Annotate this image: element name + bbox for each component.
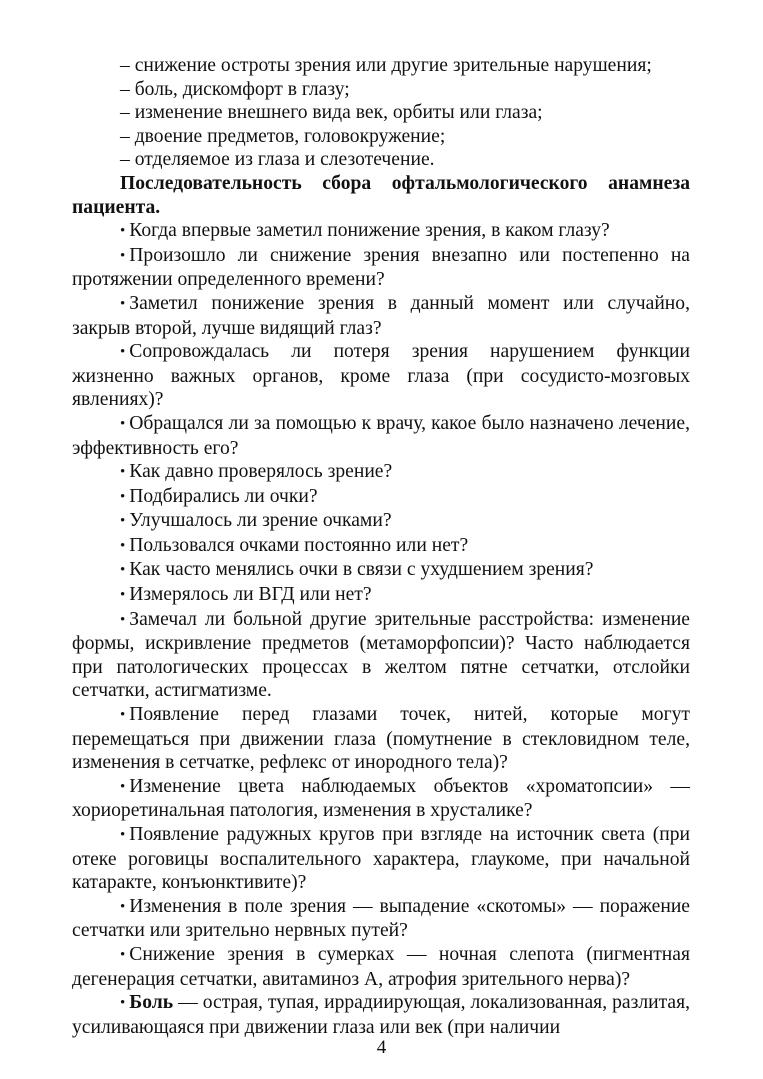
- question-text: Как часто менялись очки в связи с ухудшением зрения?: [129, 559, 594, 581]
- page-number: 4: [376, 1037, 387, 1058]
- bullet-icon: •: [120, 562, 126, 579]
- bullet-icon: •: [120, 464, 126, 481]
- question-item: [72, 608, 690, 703]
- question-text: Улучшалось ли зрение очками?: [129, 510, 392, 532]
- question-item: [72, 460, 690, 485]
- question-text: Изменения в поле зрения — выпадение «скотомы» — поражение сетчатки или зрительно нервных путей?: [72, 895, 690, 942]
- bullet-icon: •: [120, 898, 126, 915]
- dash-item: – снижение остроты зрения или другие зрительные нарушения;: [120, 55, 652, 76]
- question-text: Подбирались ли очки?: [129, 485, 318, 507]
- question-item: [72, 775, 690, 823]
- question-item: [72, 823, 690, 895]
- bullet-icon: •: [120, 611, 126, 628]
- question-item: [72, 292, 690, 340]
- bullet-icon: •: [120, 587, 126, 604]
- pain-term: Боль: [129, 992, 174, 1014]
- body-text: [72, 54, 690, 1039]
- question-item: [72, 895, 690, 943]
- question-item: [72, 558, 690, 583]
- question-text: Как давно проверялось зрение?: [129, 461, 393, 483]
- question-item: [72, 583, 690, 608]
- pain-text: — острая, тупая, иррадиирующая, локализованная, разлитая, усиливающаяся при движении глаза или век (при наличии: [72, 992, 690, 1038]
- bullet-icon: •: [120, 415, 126, 432]
- dash-item: – двоение предметов, головокружение;: [120, 125, 446, 147]
- bullet-icon: •: [120, 344, 126, 361]
- bullet-icon: •: [120, 946, 126, 963]
- question-text: Произошло ли снижение зрения внезапно или постепенно на протяжении определенного времени?: [72, 244, 690, 291]
- pain-item: [72, 991, 690, 1039]
- bullet-icon: •: [120, 247, 126, 264]
- question-item: [72, 412, 690, 460]
- question-text: Измерялось ли ВГД или нет?: [129, 584, 372, 606]
- bullet-icon: •: [120, 295, 126, 312]
- question-text: Изменение цвета наблюдаемых объектов «хроматопсии» — хориоретинальная патология, изменения в хрусталике?: [72, 775, 690, 822]
- dash-item: – изменение внешнего вида век, орбиты или глаза;: [120, 102, 543, 124]
- section-heading: Последовательность сбора офтальмологического анамнеза пациента.: [72, 172, 690, 218]
- question-item: [72, 340, 690, 412]
- bullet-icon: •: [120, 488, 126, 505]
- question-text: Когда впервые заметил понижение зрения, в каком глазу?: [129, 220, 610, 242]
- bullet-icon: •: [120, 827, 126, 843]
- question-text: Замечал ли больной другие зрительные расстройства: изменение формы, искривление предметов (метаморфопсии)? Часто наблюдается при патологических процессах в желтом пятне сетчатки, отслойки сетчатки, астигматизме.: [72, 608, 690, 702]
- question-text: Снижение зрения в сумерках — ночная слепота (пигментная дегенерация сетчатки, авитаминоз А, атрофия зрительного нерва)?: [72, 943, 690, 990]
- question-item: [72, 534, 690, 559]
- bullet-icon: •: [120, 995, 126, 1012]
- question-text: Заметил понижение зрения в данный момент или случайно, закрыв второй, лучше видящий глаз?: [72, 292, 690, 339]
- bullet-icon: •: [120, 537, 126, 554]
- dash-item: – отделяемое из глаза и слезотечение.: [120, 149, 435, 171]
- question-item: [72, 509, 690, 534]
- question-item: [72, 703, 690, 775]
- question-text: Обращался ли за помощью к врачу, какое было назначено лечение, эффективность его?: [72, 412, 690, 459]
- question-text: Появление перед глазами точек, нитей, которые могут перемещаться при движении глаза (помутнение в стекловидном теле, изменения в сетчатке, рефлекс от инородного тела)?: [72, 704, 690, 774]
- question-item: [72, 485, 690, 510]
- bullet-icon: •: [120, 707, 126, 724]
- question-item: [72, 219, 690, 244]
- question-text: Пользовался очками постоянно или нет?: [129, 534, 469, 556]
- dash-item: – боль, дискомфорт в глазу;: [120, 78, 350, 100]
- question-text: Появление радужных кругов при взгляде на источник света (при отеке роговицы воспалительного характера, глаукоме, при начальной катаракте, конъюнктивите)?: [72, 824, 690, 894]
- bullet-icon: •: [120, 778, 126, 795]
- question-text: Сопровождалась ли потеря зрения нарушением функции жизненно важных органов, кроме глаза (при сосудисто-мозговых явлениях)?: [72, 341, 690, 411]
- bullet-icon: •: [120, 223, 126, 240]
- question-item: [72, 244, 690, 292]
- question-item: [72, 943, 690, 991]
- bullet-icon: •: [120, 513, 126, 530]
